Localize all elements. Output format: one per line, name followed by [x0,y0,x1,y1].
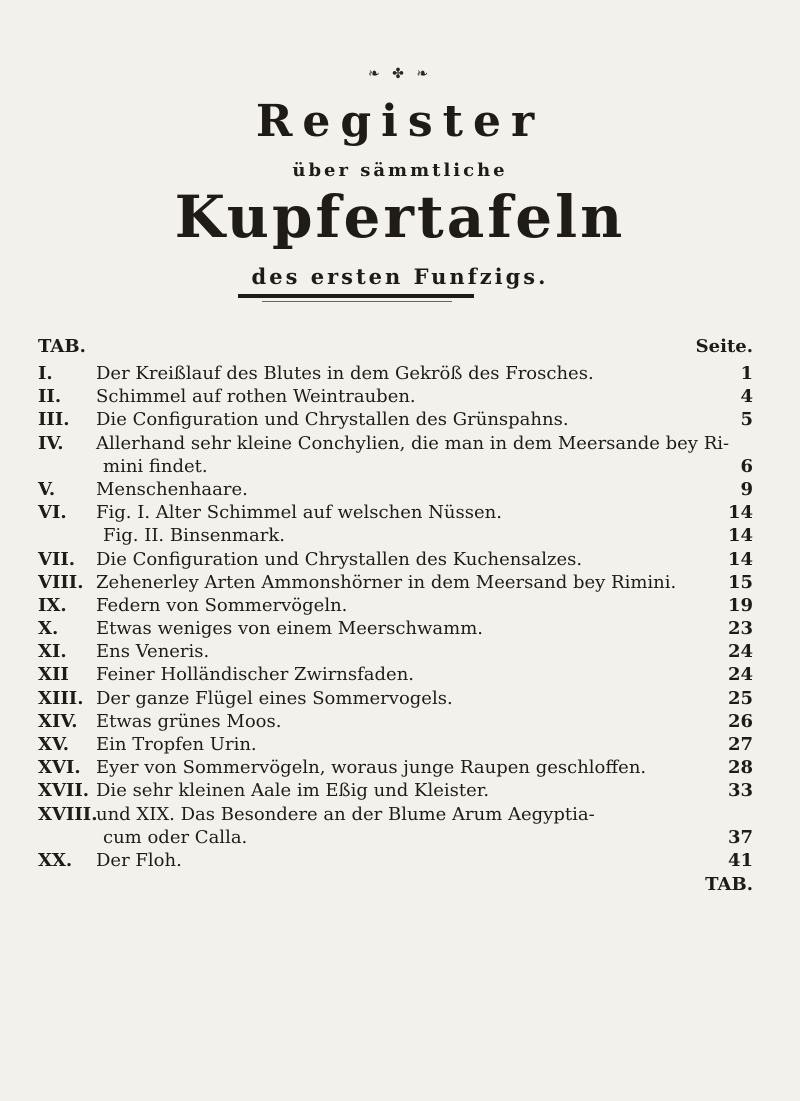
list-item [38,432,753,455]
entry-page: 23 [727,618,753,640]
ornament-icon: ❧ ✤ ❧ [367,66,433,82]
entry-page: 33 [727,780,753,802]
catchword: TAB. [705,874,753,895]
list-item [38,733,753,756]
entry-page: 9 [740,478,753,500]
entry-text: Die Configuration und Chrystallen des Kuchensalzes. [96,548,583,570]
list-item [38,687,753,710]
entry-text: Eyer von Sommervögeln, woraus junge Raupen geschloffen. [96,757,647,779]
entry-number: X. [38,618,59,640]
entry-page: 1 [740,363,753,384]
list-item [38,478,753,501]
entry-text: Feiner Holländischer Zwirnsfaden. [96,664,415,686]
entry-text: Menschenhaare. [96,478,248,500]
entries-list [38,362,753,872]
entry-number: XII [38,664,69,686]
page-title: Register [255,96,545,147]
entry-page: 26 [727,710,753,732]
list-item [38,362,753,385]
entry-page: 14 [727,525,753,547]
list-item [38,548,753,571]
list-item [38,756,753,779]
entry-page: 37 [727,826,753,848]
entry-text: Etwas weniges von einem Meerschwamm. [96,618,484,640]
subtitle: über sämmtliche [292,160,508,181]
entry-page: 41 [727,849,753,871]
entry-number: I. [38,363,53,384]
list-item [38,385,753,408]
list-item [38,571,753,594]
entry-text: Schimmel auf rothen Weintrauben. [96,386,416,408]
list-item [38,524,753,547]
list-item [38,408,753,431]
entry-text: mini findet. [103,455,208,477]
list-item [38,501,753,524]
entry-number: VII. [38,548,76,570]
entry-text: Etwas grünes Moos. [96,710,282,732]
entry-page: 28 [727,757,753,779]
entry-text: Allerhand sehr kleine Conchylien, die man in dem Meersande bey Ri- [96,432,730,454]
divider [238,294,474,298]
entry-number: VIII. [38,571,84,593]
entry-text: Fig. I. Alter Schimmel auf welschen Nüssen. [96,502,502,524]
entry-text: Der Kreißlauf des Blutes in dem Gekröß des Frosches. [96,363,594,384]
list-item [38,594,753,617]
entry-text: Fig. II. Binsenmark. [103,525,285,547]
entry-page: 5 [740,409,753,431]
list-item [38,826,753,849]
entry-text: Der Floh. [96,849,182,871]
list-item [38,640,753,663]
list-item [38,617,753,640]
entry-text: Zehenerley Arten Ammonshörner in dem Meersand bey Rimini. [96,571,677,593]
entry-number: XV. [38,734,70,755]
entry-number: XI. [38,641,67,663]
column-header-page: Seite. [695,336,753,357]
entry-text: Ens Veneris. [96,641,210,663]
entry-page: 14 [727,548,753,570]
list-item [38,779,753,802]
list-item [38,663,753,686]
entry-page: 24 [727,664,753,686]
entry-text: Die Configuration und Chrystallen des Grünspahns. [96,409,569,431]
list-item [38,455,753,478]
entry-page: 14 [727,502,753,524]
entry-number: XX. [38,849,73,871]
entry-page: 25 [727,687,753,709]
entry-page: 15 [727,571,753,593]
entry-page: 19 [727,594,753,616]
main-title: Kupfertafeln [174,183,626,251]
entry-text: und XIX. Das Besondere an der Blume Arum Aegyptia- [96,803,595,825]
entry-number: VI. [38,502,67,524]
entry-number: II. [38,386,62,408]
list-item [38,803,753,826]
entry-page: 27 [727,734,753,755]
list-item [38,710,753,733]
entry-text: Federn von Sommervögeln. [96,594,348,616]
list-item [38,849,753,872]
entry-number: XVIII. [38,803,98,825]
entry-text: Der ganze Flügel eines Sommervogels. [96,687,453,709]
entry-page: 4 [740,386,753,408]
entry-number: III. [38,409,70,431]
entry-text: Die sehr kleinen Aale im Eßig und Kleister. [96,780,490,802]
entry-number: XIV. [38,710,78,732]
entry-page: 6 [740,455,753,477]
entry-page: 24 [727,641,753,663]
entry-number: V. [38,478,56,500]
entry-number: IV. [38,432,64,454]
entry-number: XIII. [38,687,84,709]
entry-number: IX. [38,594,67,616]
column-header-tab: TAB. [38,336,86,357]
subtitle-second: des ersten Funfzigs. [251,264,549,289]
entry-text: Ein Tropfen Urin. [96,734,257,755]
entry-text: cum oder Calla. [103,826,248,848]
entry-number: XVII. [38,780,90,802]
divider-thin [262,301,452,302]
entry-number: XVI. [38,757,81,779]
